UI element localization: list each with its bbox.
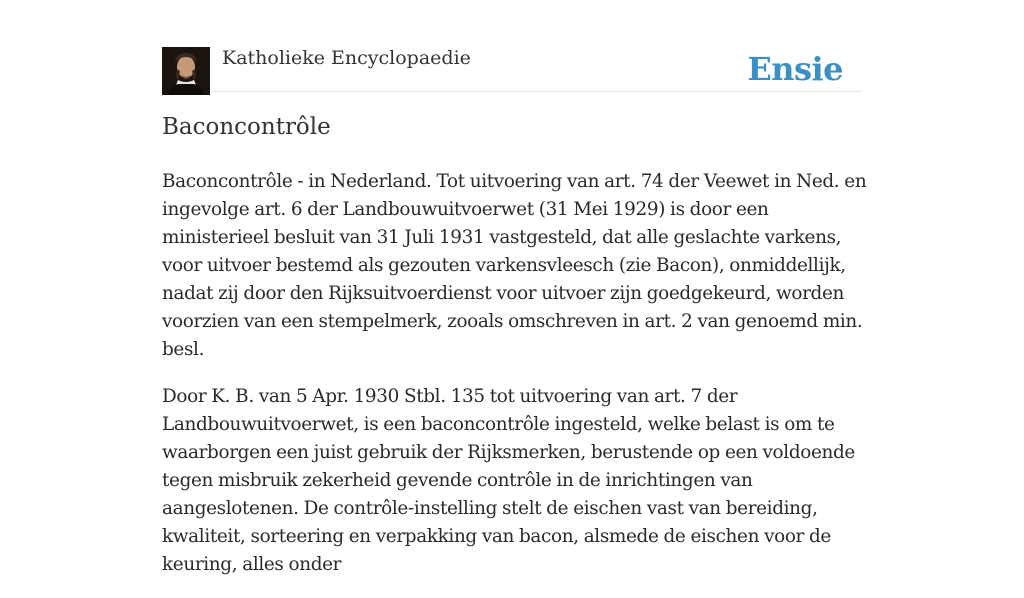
page-title: Baconcontrôle	[162, 114, 331, 140]
brand-logo[interactable]: Ensie	[747, 50, 843, 88]
site-header	[162, 46, 862, 92]
source-title[interactable]: Katholieke Encyclopaedie	[222, 47, 471, 69]
article-paragraph: Baconcontrôle - in Nederland. Tot uitvoering van art. 74 der Veewet in Ned. en ingevolge art. 6 der Landbouwuitvoerwet (31 Mei 1929) is door een ministerieel besluit van 31 Juli 1931 vastgesteld, dat alle geslachte varkens, voor uitvoer bestemd als gezouten varkensvleesch (zie Bacon), onmiddellijk, nadat zij door den Rijksuitvoerdienst voor uitvoer zijn goedgekeurd, worden voorzien van een stempelmerk, zooals omschreven in art. 2 van genoemd min. besl.	[162, 171, 867, 360]
portrait-avatar-icon[interactable]	[162, 47, 210, 95]
article-body	[162, 168, 868, 598]
article-paragraph: Door K. B. van 5 Apr. 1930 Stbl. 135 tot uitvoering van art. 7 der Landbouwuitvoerwet, is een baconcontrôle ingesteld, welke belast is om te waarborgen een juist gebruik der Rijksmerken, berustende op een voldoende tegen misbruik zekerheid gevende contrôle in de inrichtingen van aangeslotenen. De contrôle-instelling stelt de eischen vast van bereiding, kwaliteit, sorteering en verpakking van bacon, alsmede de eischen voor de keuring, alles onder	[162, 386, 855, 575]
